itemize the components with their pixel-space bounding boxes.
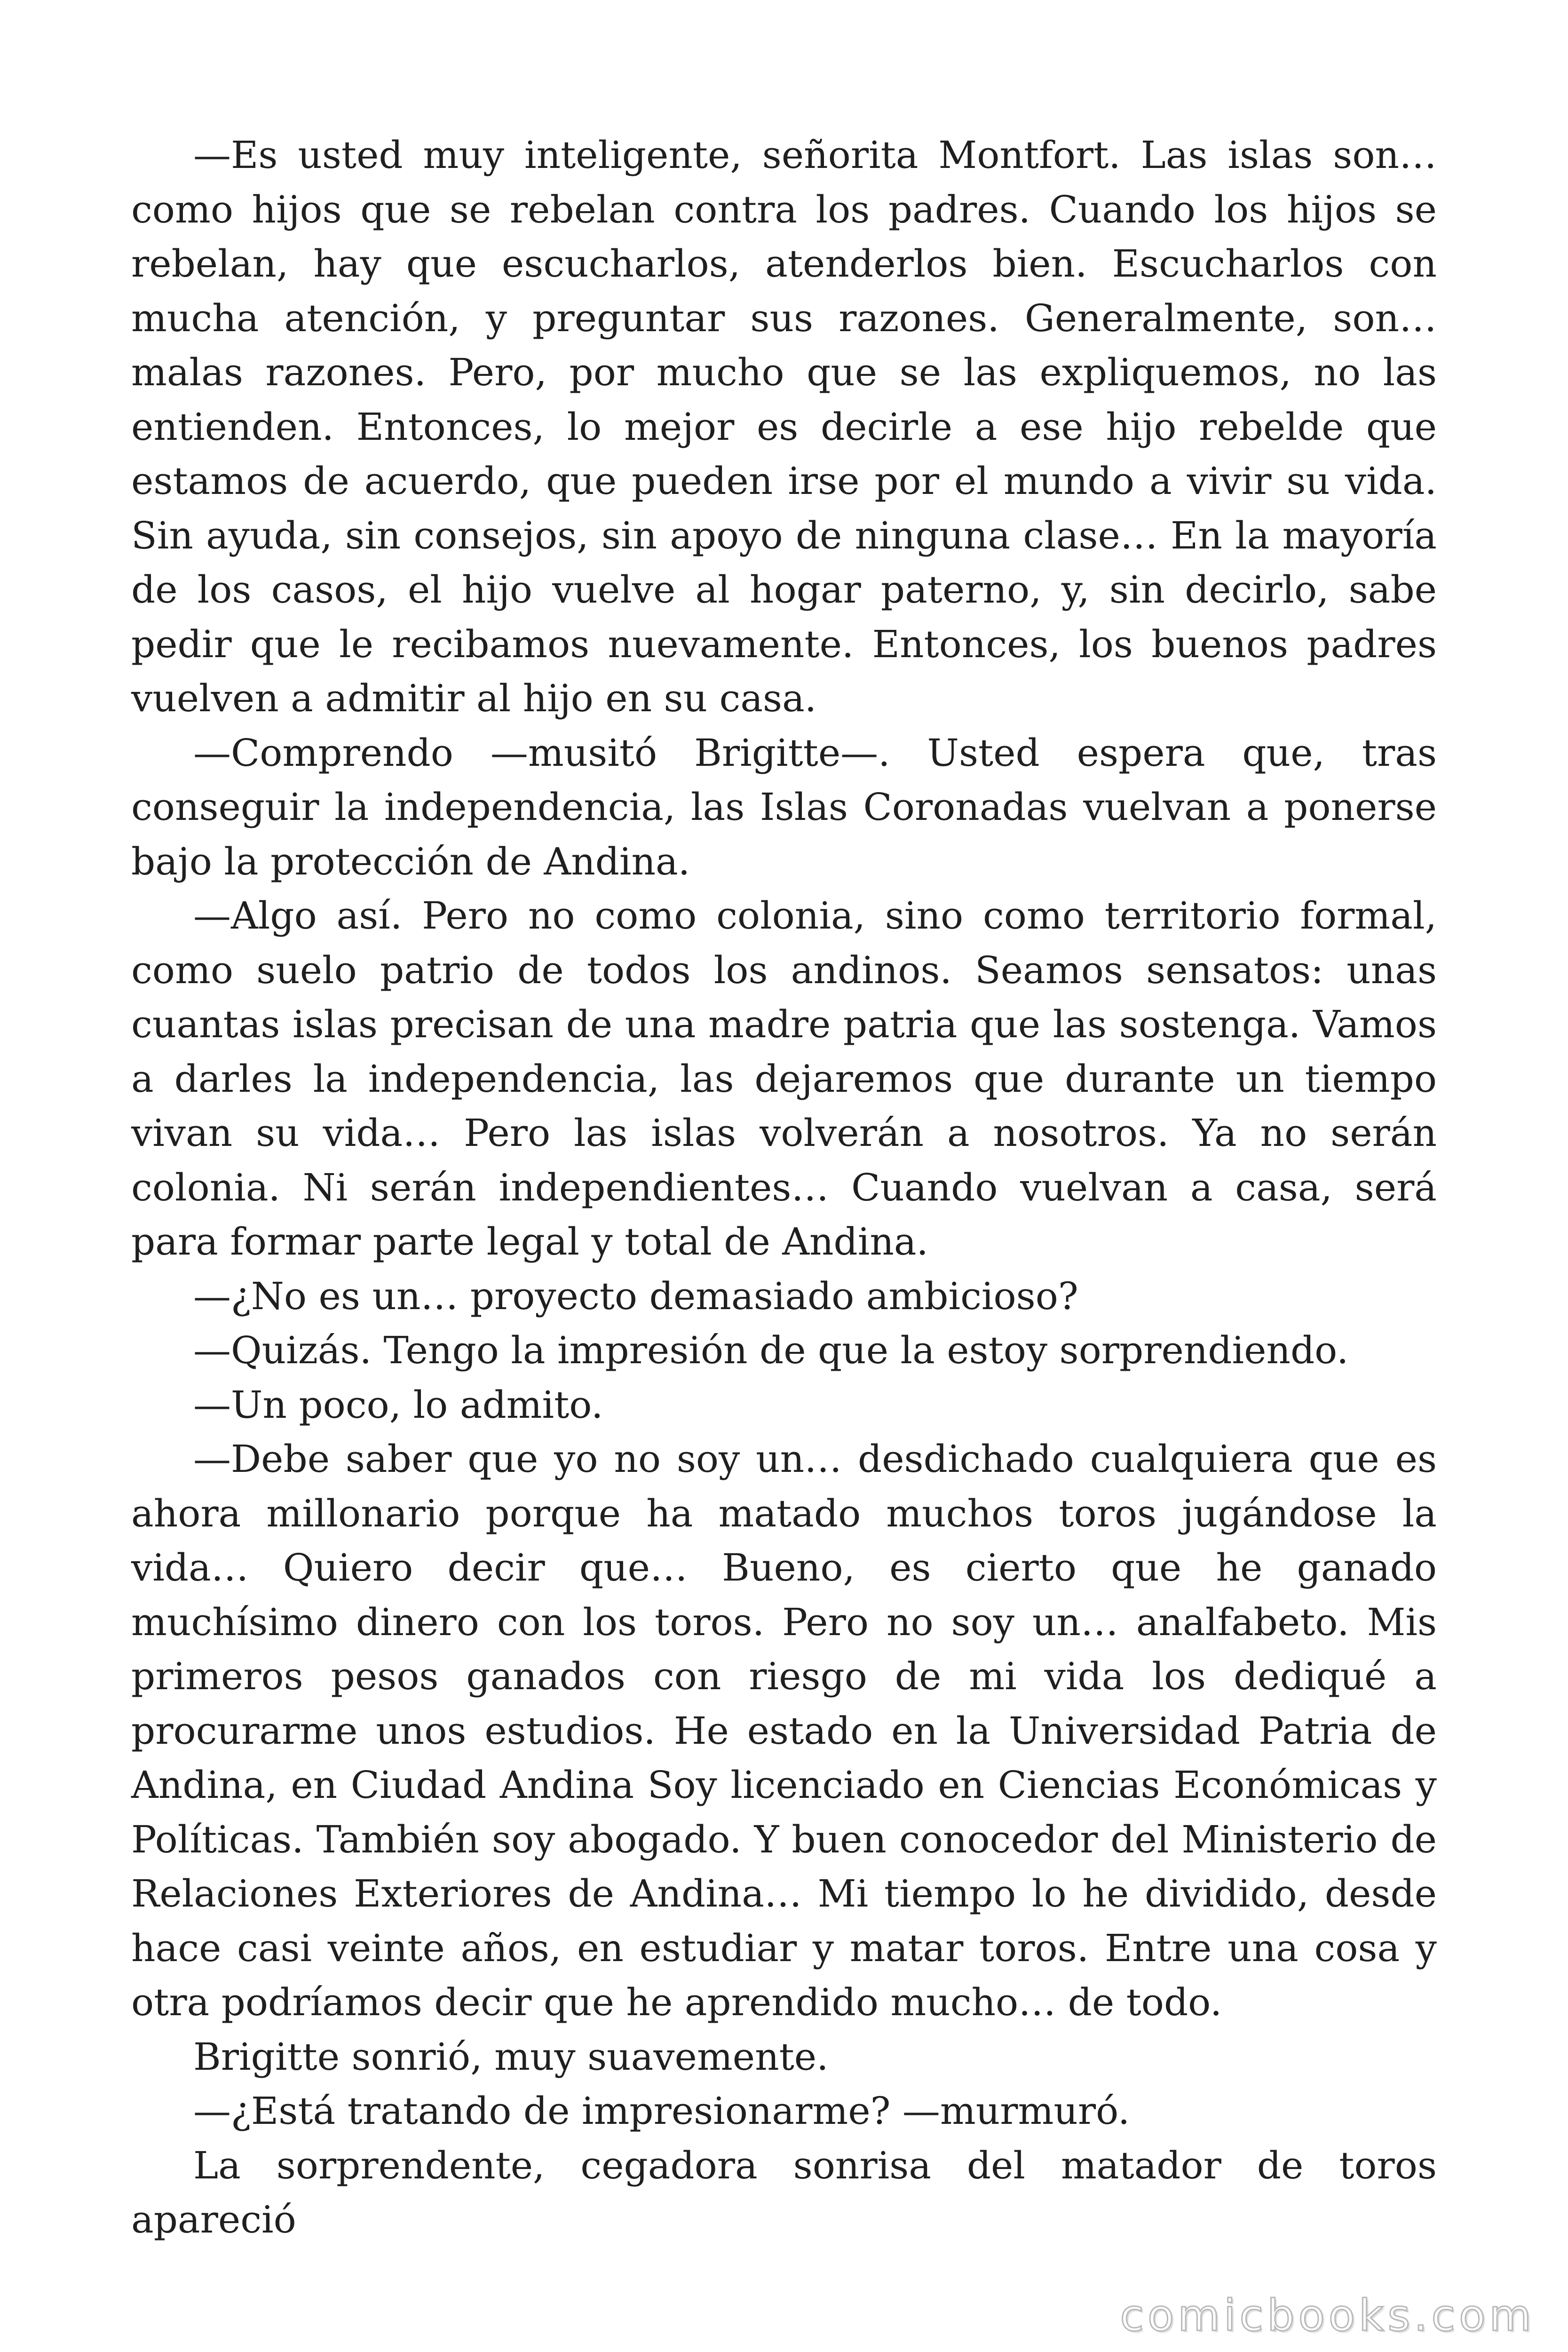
paragraph-4: —¿No es un… proyecto demasiado ambicioso?	[193, 1274, 1078, 1318]
paragraph-5: —Quizás. Tengo la impresión de que la estoy sorprendiendo.	[193, 1328, 1349, 1372]
paragraph-1: —Es usted muy inteligente, señorita Montfort. Las islas son… como hijos que se rebelan contra los padres. Cuando los hijos se rebelan, hay que escucharlos, atenderlos bien. Escucharlos con mucha atención, y preguntar sus razones. Generalmente, son… malas razones. Pero, por mucho que se las expliquemos, no las entienden. Entonces, lo mejor es decirle a ese hijo rebelde que estamos de acuerdo, que pueden irse por el mundo a vivir su vida. Sin ayuda, sin consejos, sin apoyo de ninguna clase… En la mayoría de los casos, el hijo vuelve al hogar paterno, y, sin decirlo, sabe pedir que le recibamos nuevamente. Entonces, los buenos padres vuelven a admitir al hijo en su casa.	[131, 133, 1437, 720]
page-text	[131, 128, 1437, 2247]
paragraph-6: —Un poco, lo admito.	[193, 1383, 603, 1427]
paragraph-10: La sorprendente, cegadora sonrisa del matador de toros apareció	[131, 2143, 1437, 2241]
paragraph-9: —¿Está tratando de impresionarme? —murmuró.	[193, 2089, 1130, 2133]
paragraph-3: —Algo así. Pero no como colonia, sino como territorio formal, como suelo patrio de todos los andinos. Seamos sensatos: unas cuantas islas precisan de una madre patria que las sostenga. Vamos a darles la independencia, las dejaremos que durante un tiempo vivan su vida… Pero las islas volverán a nosotros. Ya no serán colonia. Ni serán independientes… Cuando vuelvan a casa, será para formar parte legal y total de Andina.	[131, 894, 1437, 1263]
paragraph-2: —Comprendo —musitó Brigitte—. Usted espera que, tras conseguir la independencia, las Islas Coronadas vuelvan a ponerse bajo la protección de Andina.	[131, 731, 1437, 883]
paragraph-8: Brigitte sonrió, muy suavemente.	[193, 2034, 829, 2079]
watermark-logo: comicbooks.com	[1120, 2290, 1535, 2341]
paragraph-7: —Debe saber que yo no soy un… desdichado cualquiera que es ahora millonario porque ha matado muchos toros jugándose la vida… Quiero decir que… Bueno, es cierto que he ganado muchísimo dinero con los toros. Pero no soy un… analfabeto. Mis primeros pesos ganados con riesgo de mi vida los dediqué a procurarme unos estudios. He estado en la Universidad Patria de Andina, en Ciudad Andina Soy licenciado en Ciencias Económicas y Políticas. También soy abogado. Y buen conocedor del Ministerio de Relaciones Exteriores de Andina… Mi tiempo lo he dividido, desde hace casi veinte años, en estudiar y matar toros. Entre una cosa y otra podríamos decir que he aprendido mucho… de todo.	[131, 1437, 1437, 2024]
